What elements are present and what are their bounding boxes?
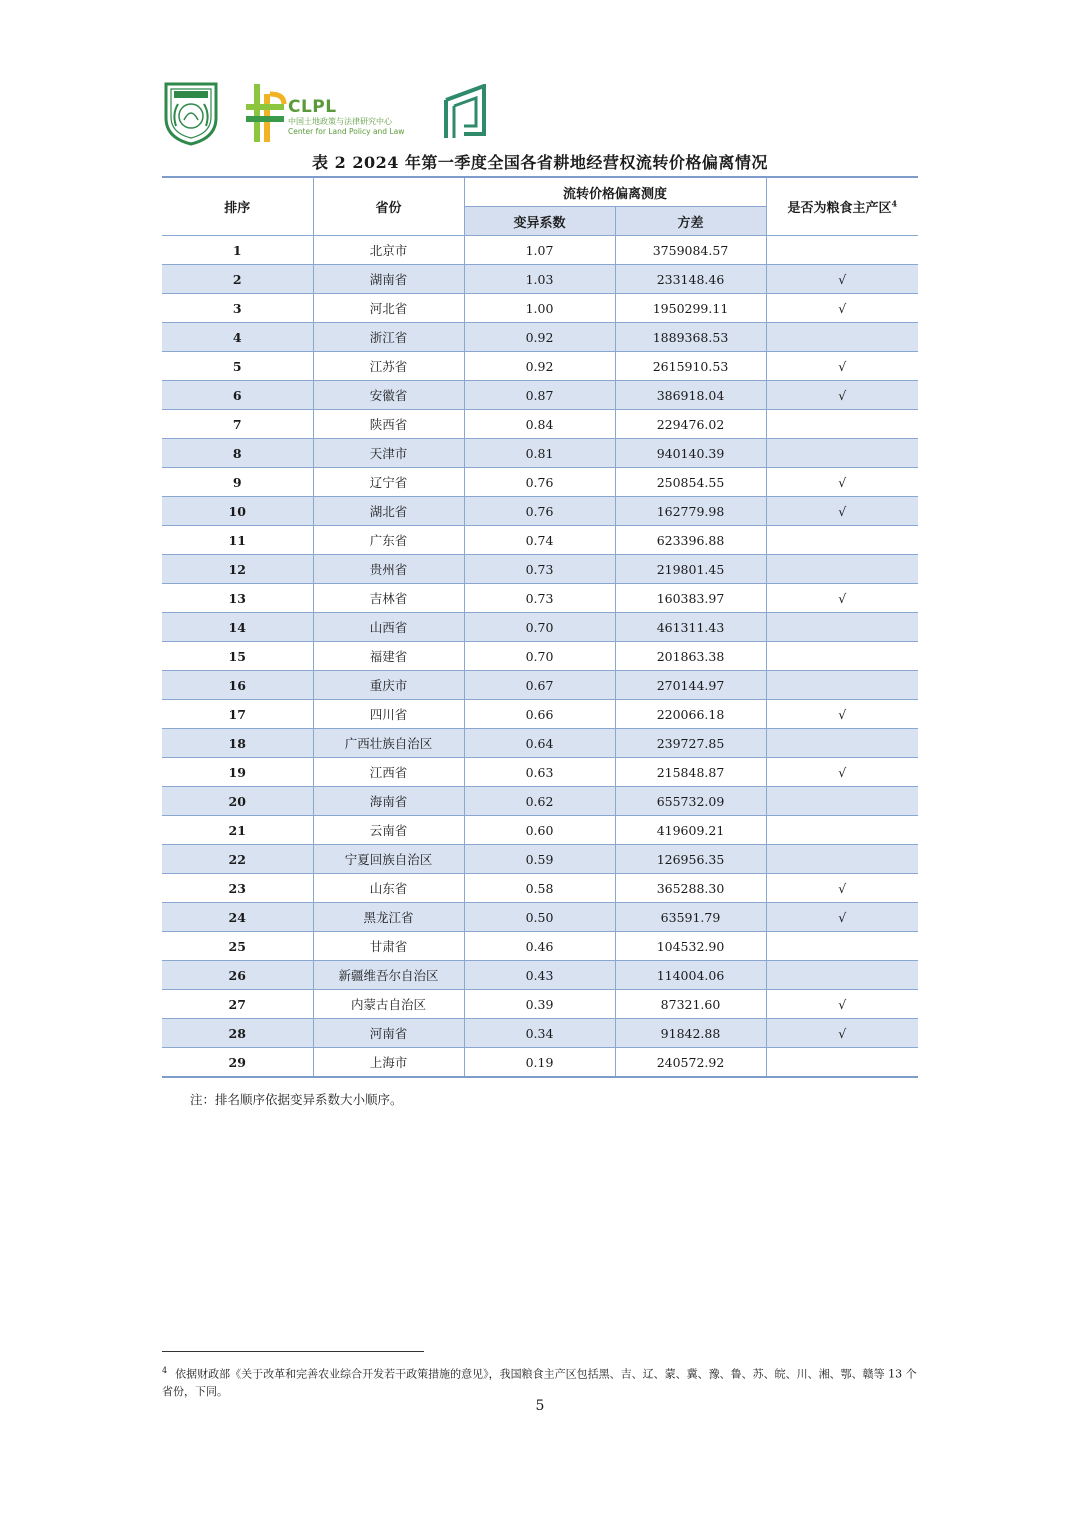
cv-cell: 0.60	[464, 816, 615, 845]
table-row	[162, 410, 918, 439]
province-cell: 广东省	[313, 526, 464, 555]
rank-cell: 13	[162, 584, 313, 613]
grain-cell	[766, 642, 918, 671]
china-agricultural-university-emblem-icon	[162, 80, 220, 146]
cv-cell: 0.62	[464, 787, 615, 816]
rank-cell: 7	[162, 410, 313, 439]
cv-cell: 0.73	[464, 555, 615, 584]
grain-cell: √	[766, 758, 918, 787]
table-row	[162, 932, 918, 961]
grain-cell: √	[766, 265, 918, 294]
table-row	[162, 642, 918, 671]
cv-cell: 0.19	[464, 1048, 615, 1078]
table-row	[162, 903, 918, 932]
header-cv: 变异系数	[464, 207, 615, 236]
table-row	[162, 816, 918, 845]
rank-cell: 4	[162, 323, 313, 352]
footnote	[162, 1362, 918, 1400]
variance-cell: 365288.30	[615, 874, 766, 903]
rank-cell: 2	[162, 265, 313, 294]
table-note: 注：排名顺序依据变异系数大小顺序。	[190, 1092, 403, 1107]
footnote-number: 4	[162, 1366, 168, 1375]
table-row	[162, 236, 918, 265]
table-row	[162, 526, 918, 555]
table-row	[162, 990, 918, 1019]
grain-cell	[766, 613, 918, 642]
table-row	[162, 468, 918, 497]
clpl-mark-icon	[244, 80, 288, 146]
table-row	[162, 555, 918, 584]
province-cell: 湖南省	[313, 265, 464, 294]
grain-cell	[766, 555, 918, 584]
grain-cell	[766, 961, 918, 990]
province-cell: 黑龙江省	[313, 903, 464, 932]
table-row	[162, 874, 918, 903]
table-row	[162, 700, 918, 729]
province-cell: 河南省	[313, 1019, 464, 1048]
header-deviation-group: 流转价格偏离测度	[464, 177, 766, 207]
grain-cell: √	[766, 352, 918, 381]
cv-cell: 0.67	[464, 671, 615, 700]
footnote-divider	[162, 1351, 424, 1352]
province-cell: 安徽省	[313, 381, 464, 410]
cv-cell: 0.46	[464, 932, 615, 961]
province-cell: 山东省	[313, 874, 464, 903]
grain-cell: √	[766, 584, 918, 613]
rank-cell: 22	[162, 845, 313, 874]
header-grain-area	[766, 177, 918, 236]
rank-cell: 12	[162, 555, 313, 584]
variance-cell: 126956.35	[615, 845, 766, 874]
rank-cell: 23	[162, 874, 313, 903]
variance-cell: 623396.88	[615, 526, 766, 555]
cv-cell: 0.34	[464, 1019, 615, 1048]
rank-cell: 25	[162, 932, 313, 961]
rank-cell: 17	[162, 700, 313, 729]
province-cell: 四川省	[313, 700, 464, 729]
header-grain-label: 是否为粮食主产区	[787, 201, 892, 216]
grain-cell: √	[766, 700, 918, 729]
grain-cell: √	[766, 1019, 918, 1048]
rank-cell: 28	[162, 1019, 313, 1048]
cv-cell: 0.66	[464, 700, 615, 729]
grain-cell: √	[766, 497, 918, 526]
cv-cell: 0.58	[464, 874, 615, 903]
province-cell: 宁夏回族自治区	[313, 845, 464, 874]
grain-cell: √	[766, 903, 918, 932]
rank-cell: 5	[162, 352, 313, 381]
rank-cell: 16	[162, 671, 313, 700]
rank-cell: 26	[162, 961, 313, 990]
table-row	[162, 729, 918, 758]
province-cell: 云南省	[313, 816, 464, 845]
third-logo-icon	[444, 84, 490, 140]
variance-cell: 201863.38	[615, 642, 766, 671]
province-cell: 海南省	[313, 787, 464, 816]
table-row	[162, 613, 918, 642]
grain-cell: √	[766, 381, 918, 410]
variance-cell: 215848.87	[615, 758, 766, 787]
grain-cell	[766, 526, 918, 555]
rank-cell: 20	[162, 787, 313, 816]
variance-cell: 104532.90	[615, 932, 766, 961]
grain-cell	[766, 236, 918, 265]
header-grain-footnote-ref: 4	[891, 198, 898, 209]
province-cell: 河北省	[313, 294, 464, 323]
price-deviation-table	[162, 176, 918, 1078]
province-cell: 北京市	[313, 236, 464, 265]
cv-cell: 0.87	[464, 381, 615, 410]
variance-cell: 240572.92	[615, 1048, 766, 1078]
province-cell: 重庆市	[313, 671, 464, 700]
rank-cell: 1	[162, 236, 313, 265]
table-row	[162, 584, 918, 613]
rank-cell: 21	[162, 816, 313, 845]
variance-cell: 160383.97	[615, 584, 766, 613]
grain-cell	[766, 439, 918, 468]
variance-cell: 87321.60	[615, 990, 766, 1019]
variance-cell: 1950299.11	[615, 294, 766, 323]
rank-cell: 3	[162, 294, 313, 323]
rank-cell: 6	[162, 381, 313, 410]
cv-cell: 1.03	[464, 265, 615, 294]
grain-cell	[766, 845, 918, 874]
province-cell: 江西省	[313, 758, 464, 787]
table-row	[162, 497, 918, 526]
variance-cell: 91842.88	[615, 1019, 766, 1048]
variance-cell: 233148.46	[615, 265, 766, 294]
table-row	[162, 323, 918, 352]
table-row	[162, 758, 918, 787]
cv-cell: 0.92	[464, 323, 615, 352]
header-province: 省份	[313, 177, 464, 236]
cv-cell: 1.07	[464, 236, 615, 265]
variance-cell: 229476.02	[615, 410, 766, 439]
table-row	[162, 439, 918, 468]
grain-cell: √	[766, 468, 918, 497]
cv-cell: 0.59	[464, 845, 615, 874]
variance-cell: 419609.21	[615, 816, 766, 845]
table-body	[162, 236, 918, 1078]
province-cell: 新疆维吾尔自治区	[313, 961, 464, 990]
variance-cell: 220066.18	[615, 700, 766, 729]
rank-cell: 27	[162, 990, 313, 1019]
province-cell: 吉林省	[313, 584, 464, 613]
variance-cell: 63591.79	[615, 903, 766, 932]
table-row	[162, 671, 918, 700]
province-cell: 贵州省	[313, 555, 464, 584]
rank-cell: 10	[162, 497, 313, 526]
cv-cell: 0.81	[464, 439, 615, 468]
variance-cell: 940140.39	[615, 439, 766, 468]
province-cell: 福建省	[313, 642, 464, 671]
table-title: 表 2 2024 年第一季度全国各省耕地经营权流转价格偏离情况	[312, 153, 768, 172]
grain-cell	[766, 671, 918, 700]
grain-cell	[766, 410, 918, 439]
province-cell: 辽宁省	[313, 468, 464, 497]
cv-cell: 0.76	[464, 497, 615, 526]
cv-cell: 0.73	[464, 584, 615, 613]
province-cell: 湖北省	[313, 497, 464, 526]
grain-cell	[766, 323, 918, 352]
province-cell: 浙江省	[313, 323, 464, 352]
table-row	[162, 787, 918, 816]
variance-cell: 239727.85	[615, 729, 766, 758]
grain-cell	[766, 729, 918, 758]
variance-cell: 655732.09	[615, 787, 766, 816]
variance-cell: 3759084.57	[615, 236, 766, 265]
province-cell: 上海市	[313, 1048, 464, 1078]
variance-cell: 114004.06	[615, 961, 766, 990]
table-row	[162, 294, 918, 323]
cv-cell: 0.39	[464, 990, 615, 1019]
rank-cell: 24	[162, 903, 313, 932]
rank-cell: 9	[162, 468, 313, 497]
grain-cell	[766, 787, 918, 816]
variance-cell: 461311.43	[615, 613, 766, 642]
rank-cell: 18	[162, 729, 313, 758]
grain-cell	[766, 1048, 918, 1078]
province-cell: 山西省	[313, 613, 464, 642]
province-cell: 广西壮族自治区	[313, 729, 464, 758]
cv-cell: 0.50	[464, 903, 615, 932]
rank-cell: 11	[162, 526, 313, 555]
cv-cell: 0.84	[464, 410, 615, 439]
table-row	[162, 1048, 918, 1078]
province-cell: 江苏省	[313, 352, 464, 381]
province-cell: 内蒙古自治区	[313, 990, 464, 1019]
province-cell: 天津市	[313, 439, 464, 468]
table-row	[162, 1019, 918, 1048]
grain-cell: √	[766, 874, 918, 903]
variance-cell: 162779.98	[615, 497, 766, 526]
cv-cell: 0.92	[464, 352, 615, 381]
footnote-text: 依据财政部《关于改革和完善农业综合开发若干政策措施的意见》，我国粮食主产区包括黑、吉、辽、蒙、冀、豫、鲁、苏、皖、川、湘、鄂、赣等 13 个省份，下同。	[162, 1367, 917, 1398]
clpl-english-name: Center for Land Policy and Law	[288, 127, 405, 136]
variance-cell: 219801.45	[615, 555, 766, 584]
variance-cell: 2615910.53	[615, 352, 766, 381]
grain-cell: √	[766, 294, 918, 323]
rank-cell: 19	[162, 758, 313, 787]
page-number: 5	[535, 1398, 545, 1414]
table-row	[162, 352, 918, 381]
cv-cell: 0.64	[464, 729, 615, 758]
table-row	[162, 961, 918, 990]
rank-cell: 29	[162, 1048, 313, 1078]
clpl-title: CLPL	[288, 97, 337, 117]
grain-cell	[766, 932, 918, 961]
cv-cell: 0.74	[464, 526, 615, 555]
province-cell: 陕西省	[313, 410, 464, 439]
variance-cell: 270144.97	[615, 671, 766, 700]
table-row	[162, 845, 918, 874]
province-cell: 甘肃省	[313, 932, 464, 961]
grain-cell	[766, 816, 918, 845]
rank-cell: 8	[162, 439, 313, 468]
variance-cell: 1889368.53	[615, 323, 766, 352]
rank-cell: 15	[162, 642, 313, 671]
rank-cell: 14	[162, 613, 313, 642]
table-row	[162, 265, 918, 294]
cv-cell: 0.70	[464, 613, 615, 642]
cv-cell: 0.70	[464, 642, 615, 671]
table-row	[162, 381, 918, 410]
variance-cell: 386918.04	[615, 381, 766, 410]
header-variance: 方差	[615, 207, 766, 236]
cv-cell: 1.00	[464, 294, 615, 323]
grain-cell: √	[766, 990, 918, 1019]
clpl-chinese-name: 中国土地政策与法律研究中心	[288, 117, 392, 126]
cv-cell: 0.76	[464, 468, 615, 497]
header-rank: 排序	[162, 177, 313, 236]
clpl-logo	[244, 80, 434, 146]
variance-cell: 250854.55	[615, 468, 766, 497]
cv-cell: 0.63	[464, 758, 615, 787]
cv-cell: 0.43	[464, 961, 615, 990]
